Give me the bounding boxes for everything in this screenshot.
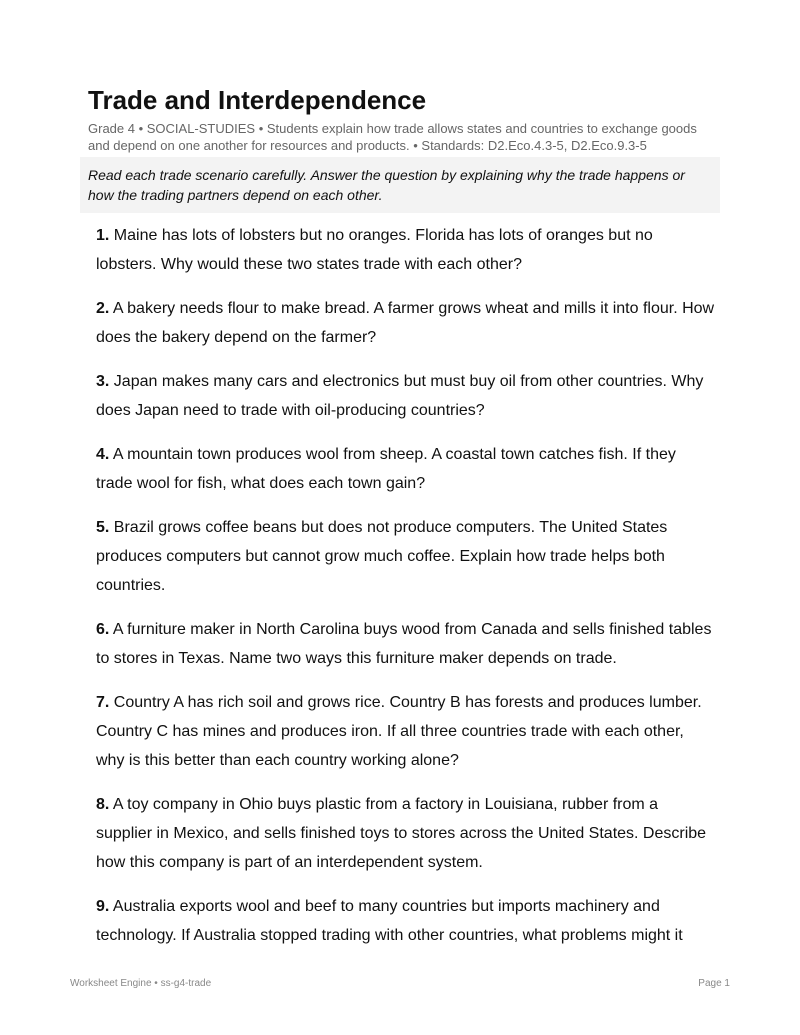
question-text: Australia exports wool and beef to many countries but imports machinery and technology. If Australia stopped trading with other countries, what problems might it [96,898,683,944]
question-number: 5. [96,519,110,536]
question-number: 3. [96,373,110,390]
question-number: 9. [96,898,110,915]
question-item [96,513,716,600]
question-item [96,688,716,775]
question-number: 1. [96,227,110,244]
question-item [96,440,716,498]
question-item [96,367,716,425]
question-text: A mountain town produces wool from sheep. A coastal town catches fish. If they trade wool for fish, what does each town gain? [96,446,676,492]
question-text: Maine has lots of lobsters but no oranges. Florida has lots of oranges but no lobsters. Why would these two states trade with each other? [96,227,653,273]
worksheet-meta: Grade 4 • SOCIAL-STUDIES • Students explain how trade allows states and countries to exchange goods and depend on one another for resources and products. • Standards: D2.Eco.4.3-5, D2.Eco.9.3-5 [88,121,697,153]
question-list [96,221,716,965]
question-item [96,892,716,950]
question-item [96,294,716,352]
question-number: 4. [96,446,110,463]
question-text: Brazil grows coffee beans but does not produce computers. The United States produces computers but cannot grow much coffee. Explain how trade helps both countries. [96,519,668,594]
question-item [96,221,716,279]
question-number: 2. [96,300,110,317]
question-text: A toy company in Ohio buys plastic from a factory in Louisiana, rubber from a supplier in Mexico, and sells finished toys to stores across the United States. Describe how this company is part of an interdependent system. [96,796,707,871]
page-number: Page 1 [698,978,730,989]
footer-source: Worksheet Engine • ss-g4-trade [70,978,212,989]
question-number: 6. [96,621,110,638]
page-title: Trade and Interdependence [88,85,427,115]
question-text: A bakery needs flour to make bread. A farmer grows wheat and mills it into flour. How does the bakery depend on the farmer? [96,300,715,346]
question-text: A furniture maker in North Carolina buys wood from Canada and sells finished tables to stores in Texas. Name two ways this furniture maker depends on trade. [96,621,712,667]
question-item [96,790,716,877]
question-number: 7. [96,694,110,711]
question-text: Country A has rich soil and grows rice. Country B has forests and produces lumber. Country C has mines and produces iron. If all three countries trade with each other, why is this better than each country working alone? [96,694,702,769]
question-item [96,615,716,673]
instructions-box: Read each trade scenario carefully. Answer the question by explaining why the trade happens or how the trading partners depend on each other. [80,157,720,213]
question-number: 8. [96,796,110,813]
question-text: Japan makes many cars and electronics but must buy oil from other countries. Why does Japan need to trade with oil-producing countries? [96,373,704,419]
